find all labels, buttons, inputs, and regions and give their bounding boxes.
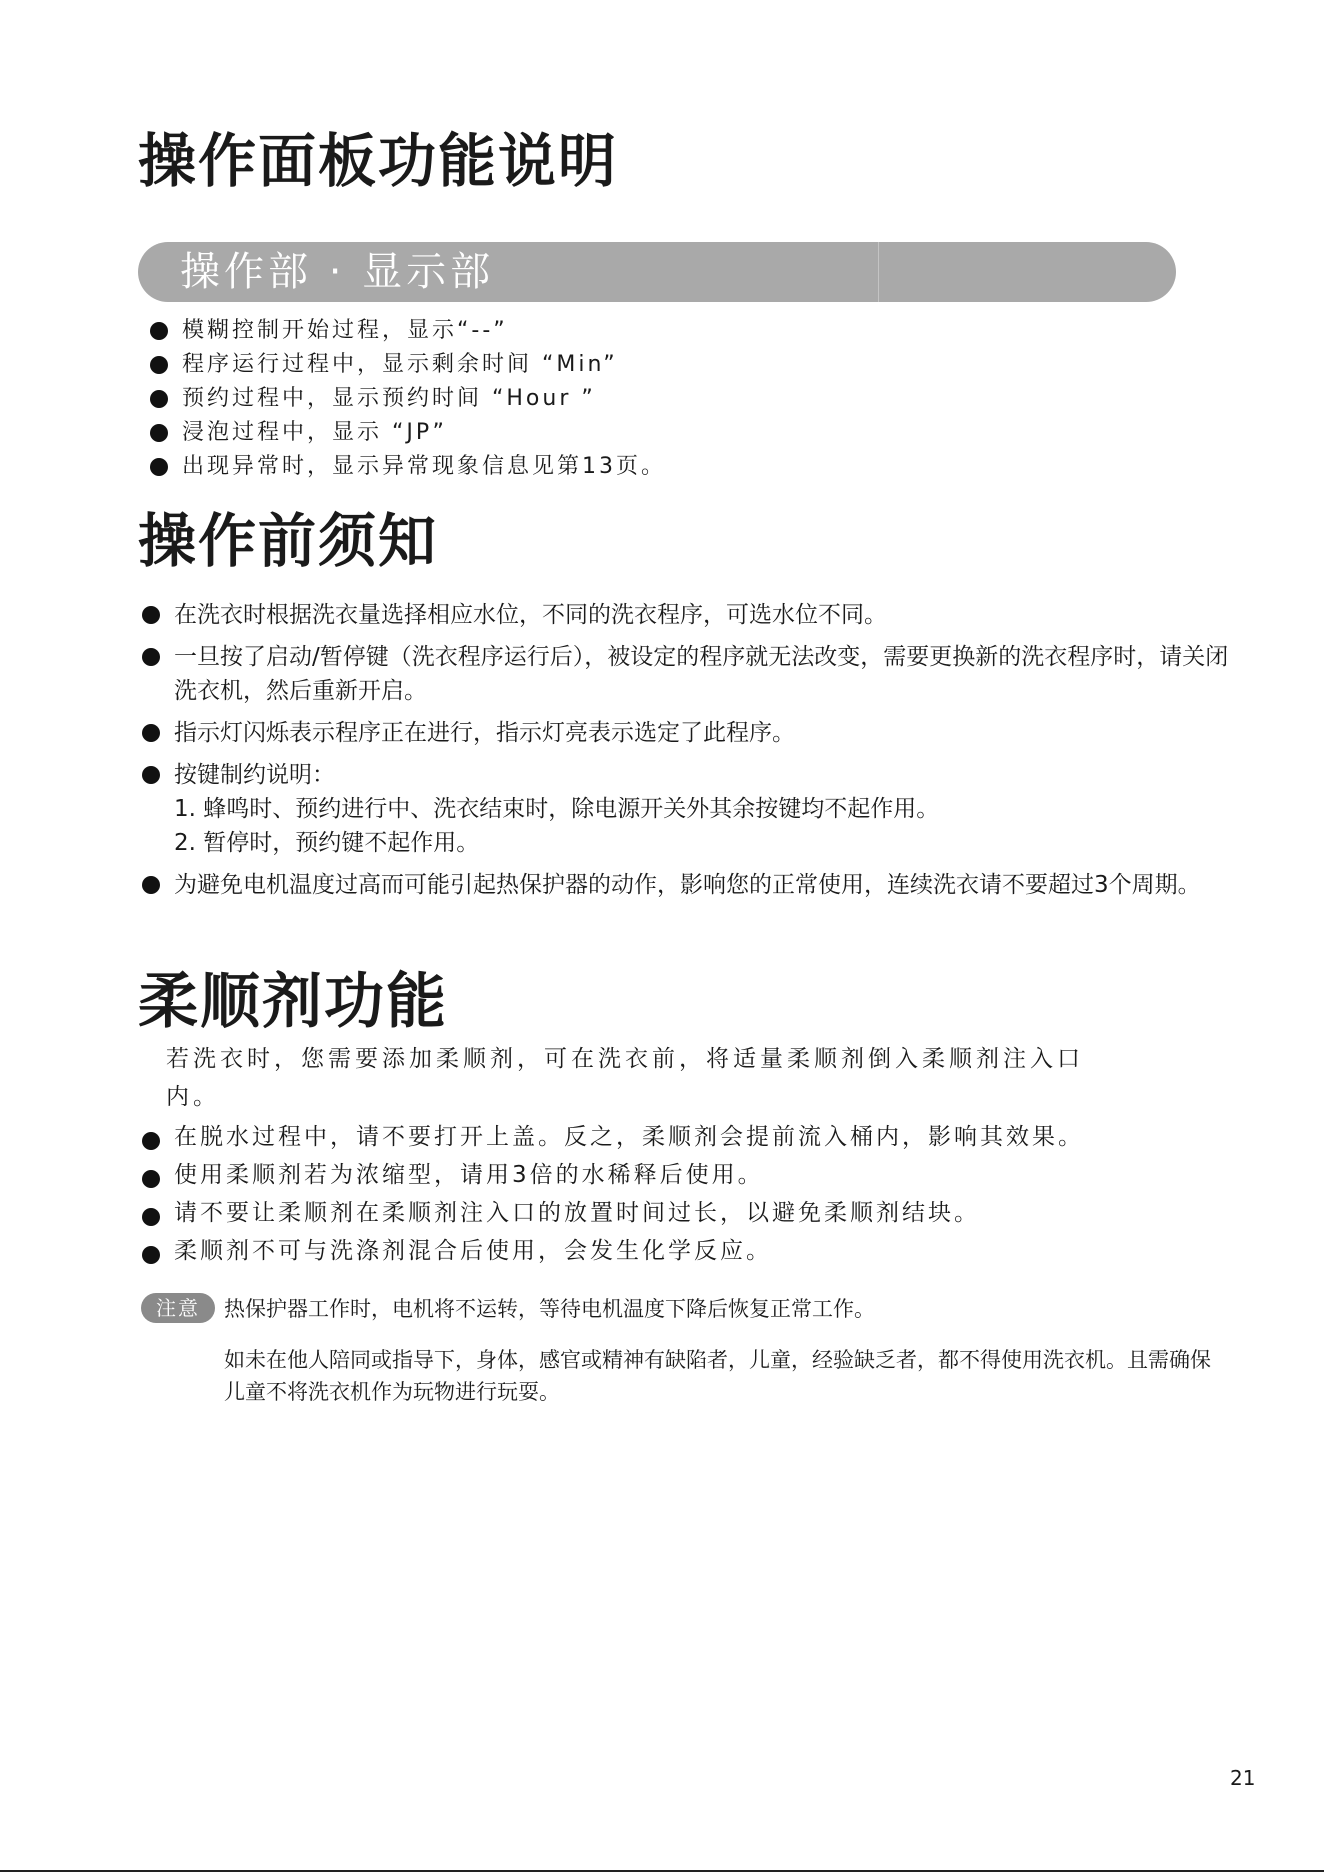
list-item-text: 在脱水过程中，请不要打开上盖。反之，柔顺剂会提前流入桶内，影响其效果。: [174, 1124, 1084, 1150]
list-item-text: 在洗衣时根据洗衣量选择相应水位，不同的洗衣程序，可选水位不同。: [174, 602, 887, 628]
bullet-icon: [142, 606, 160, 624]
list-item: [150, 314, 1050, 348]
notice-badge: 注意: [141, 1293, 215, 1323]
list-item: [142, 1118, 1242, 1156]
section-title-operation-panel: 操作面板功能说明: [138, 127, 619, 195]
list-item: [142, 640, 1232, 708]
list-item-text: 一旦按了启动/暂停键（洗衣程序运行后），被设定的程序就无法改变，需要更换新的洗衣程序时，请关闭洗衣机，然后重新开启。: [174, 644, 1229, 704]
display-info-list: [150, 314, 1050, 484]
list-item: [142, 716, 1232, 750]
list-item-text: 按键制约说明：: [174, 762, 335, 788]
bullet-icon: [142, 766, 160, 784]
list-item: [150, 348, 1050, 382]
bullet-icon: [150, 356, 168, 374]
bullet-icon: [142, 1246, 160, 1264]
list-item: [142, 598, 1232, 632]
list-item-text: 出现异常时，显示异常现象信息见第13页。: [182, 454, 666, 479]
bullet-icon: [142, 1170, 160, 1188]
bullet-icon: [150, 322, 168, 340]
bullet-icon: [142, 1132, 160, 1150]
list-item-text: 柔顺剂不可与洗涤剂混合后使用，会发生化学反应。: [174, 1238, 772, 1264]
band-label: 操作部 · 显示部: [180, 249, 495, 295]
bullet-icon: [150, 390, 168, 408]
sub-item-text: 1. 蜂鸣时、预约进行中、洗衣结束时，除电源开关外其余按键均不起作用。: [174, 796, 940, 822]
list-item-text: 使用柔顺剂若为浓缩型，请用3倍的水稀释后使用。: [174, 1162, 764, 1188]
list-item-text: 请不要让柔顺剂在柔顺剂注入口的放置时间过长，以避免柔顺剂结块。: [174, 1200, 980, 1226]
bullet-icon: [142, 876, 160, 894]
list-item-text: 浸泡过程中，显示 “JP”: [182, 420, 447, 445]
notice-text-secondary: 如未在他人陪同或指导下，身体，感官或精神有缺陷者，儿童，经验缺乏者，都不得使用洗衣机。且需确保儿童不将洗衣机作为玩物进行玩耍。: [224, 1348, 1211, 1404]
list-item: [150, 416, 1050, 450]
bullet-icon: [142, 1208, 160, 1226]
section-title-before-operation: 操作前须知: [138, 507, 439, 575]
list-item-text: 程序运行过程中，显示剩余时间 “Min”: [182, 352, 618, 377]
list-item: [150, 382, 1050, 416]
page-number: 21: [1230, 1766, 1256, 1790]
bullet-icon: [142, 724, 160, 742]
bullet-icon: [150, 424, 168, 442]
list-item: [142, 1232, 1242, 1270]
section-title-softener: 柔顺剂功能: [138, 967, 448, 1037]
list-item: [142, 758, 1232, 860]
list-item-text: 为避免电机温度过高而可能引起热保护器的动作，影响您的正常使用，连续洗衣请不要超过3个周期。: [174, 872, 1201, 898]
list-item: [142, 1194, 1242, 1232]
bullet-icon: [142, 648, 160, 666]
softener-list: [142, 1118, 1242, 1270]
list-item-text: 指示灯闪烁表示程序正在进行，指示灯亮表示选定了此程序。: [174, 720, 795, 746]
list-item: [150, 450, 1050, 484]
before-operation-list: [142, 598, 1232, 910]
notice-text: 热保护器工作时，电机将不运转，等待电机温度下降后恢复正常工作。: [224, 1297, 875, 1321]
sub-item-text: 2. 暂停时，预约键不起作用。: [174, 830, 480, 856]
bullet-icon: [150, 458, 168, 476]
list-item-text: 模糊控制开始过程，显示“--”: [182, 318, 508, 343]
list-item-text: 预约过程中，显示预约时间 “Hour ”: [182, 386, 596, 411]
band-divider: [878, 242, 879, 302]
section-band-operation-display: [138, 242, 1176, 302]
list-item: [142, 868, 1232, 902]
list-item: [142, 1156, 1242, 1194]
softener-intro: 若洗衣时，您需要添加柔顺剂，可在洗衣前，将适量柔顺剂倒入柔顺剂注入口内。: [166, 1046, 1084, 1110]
